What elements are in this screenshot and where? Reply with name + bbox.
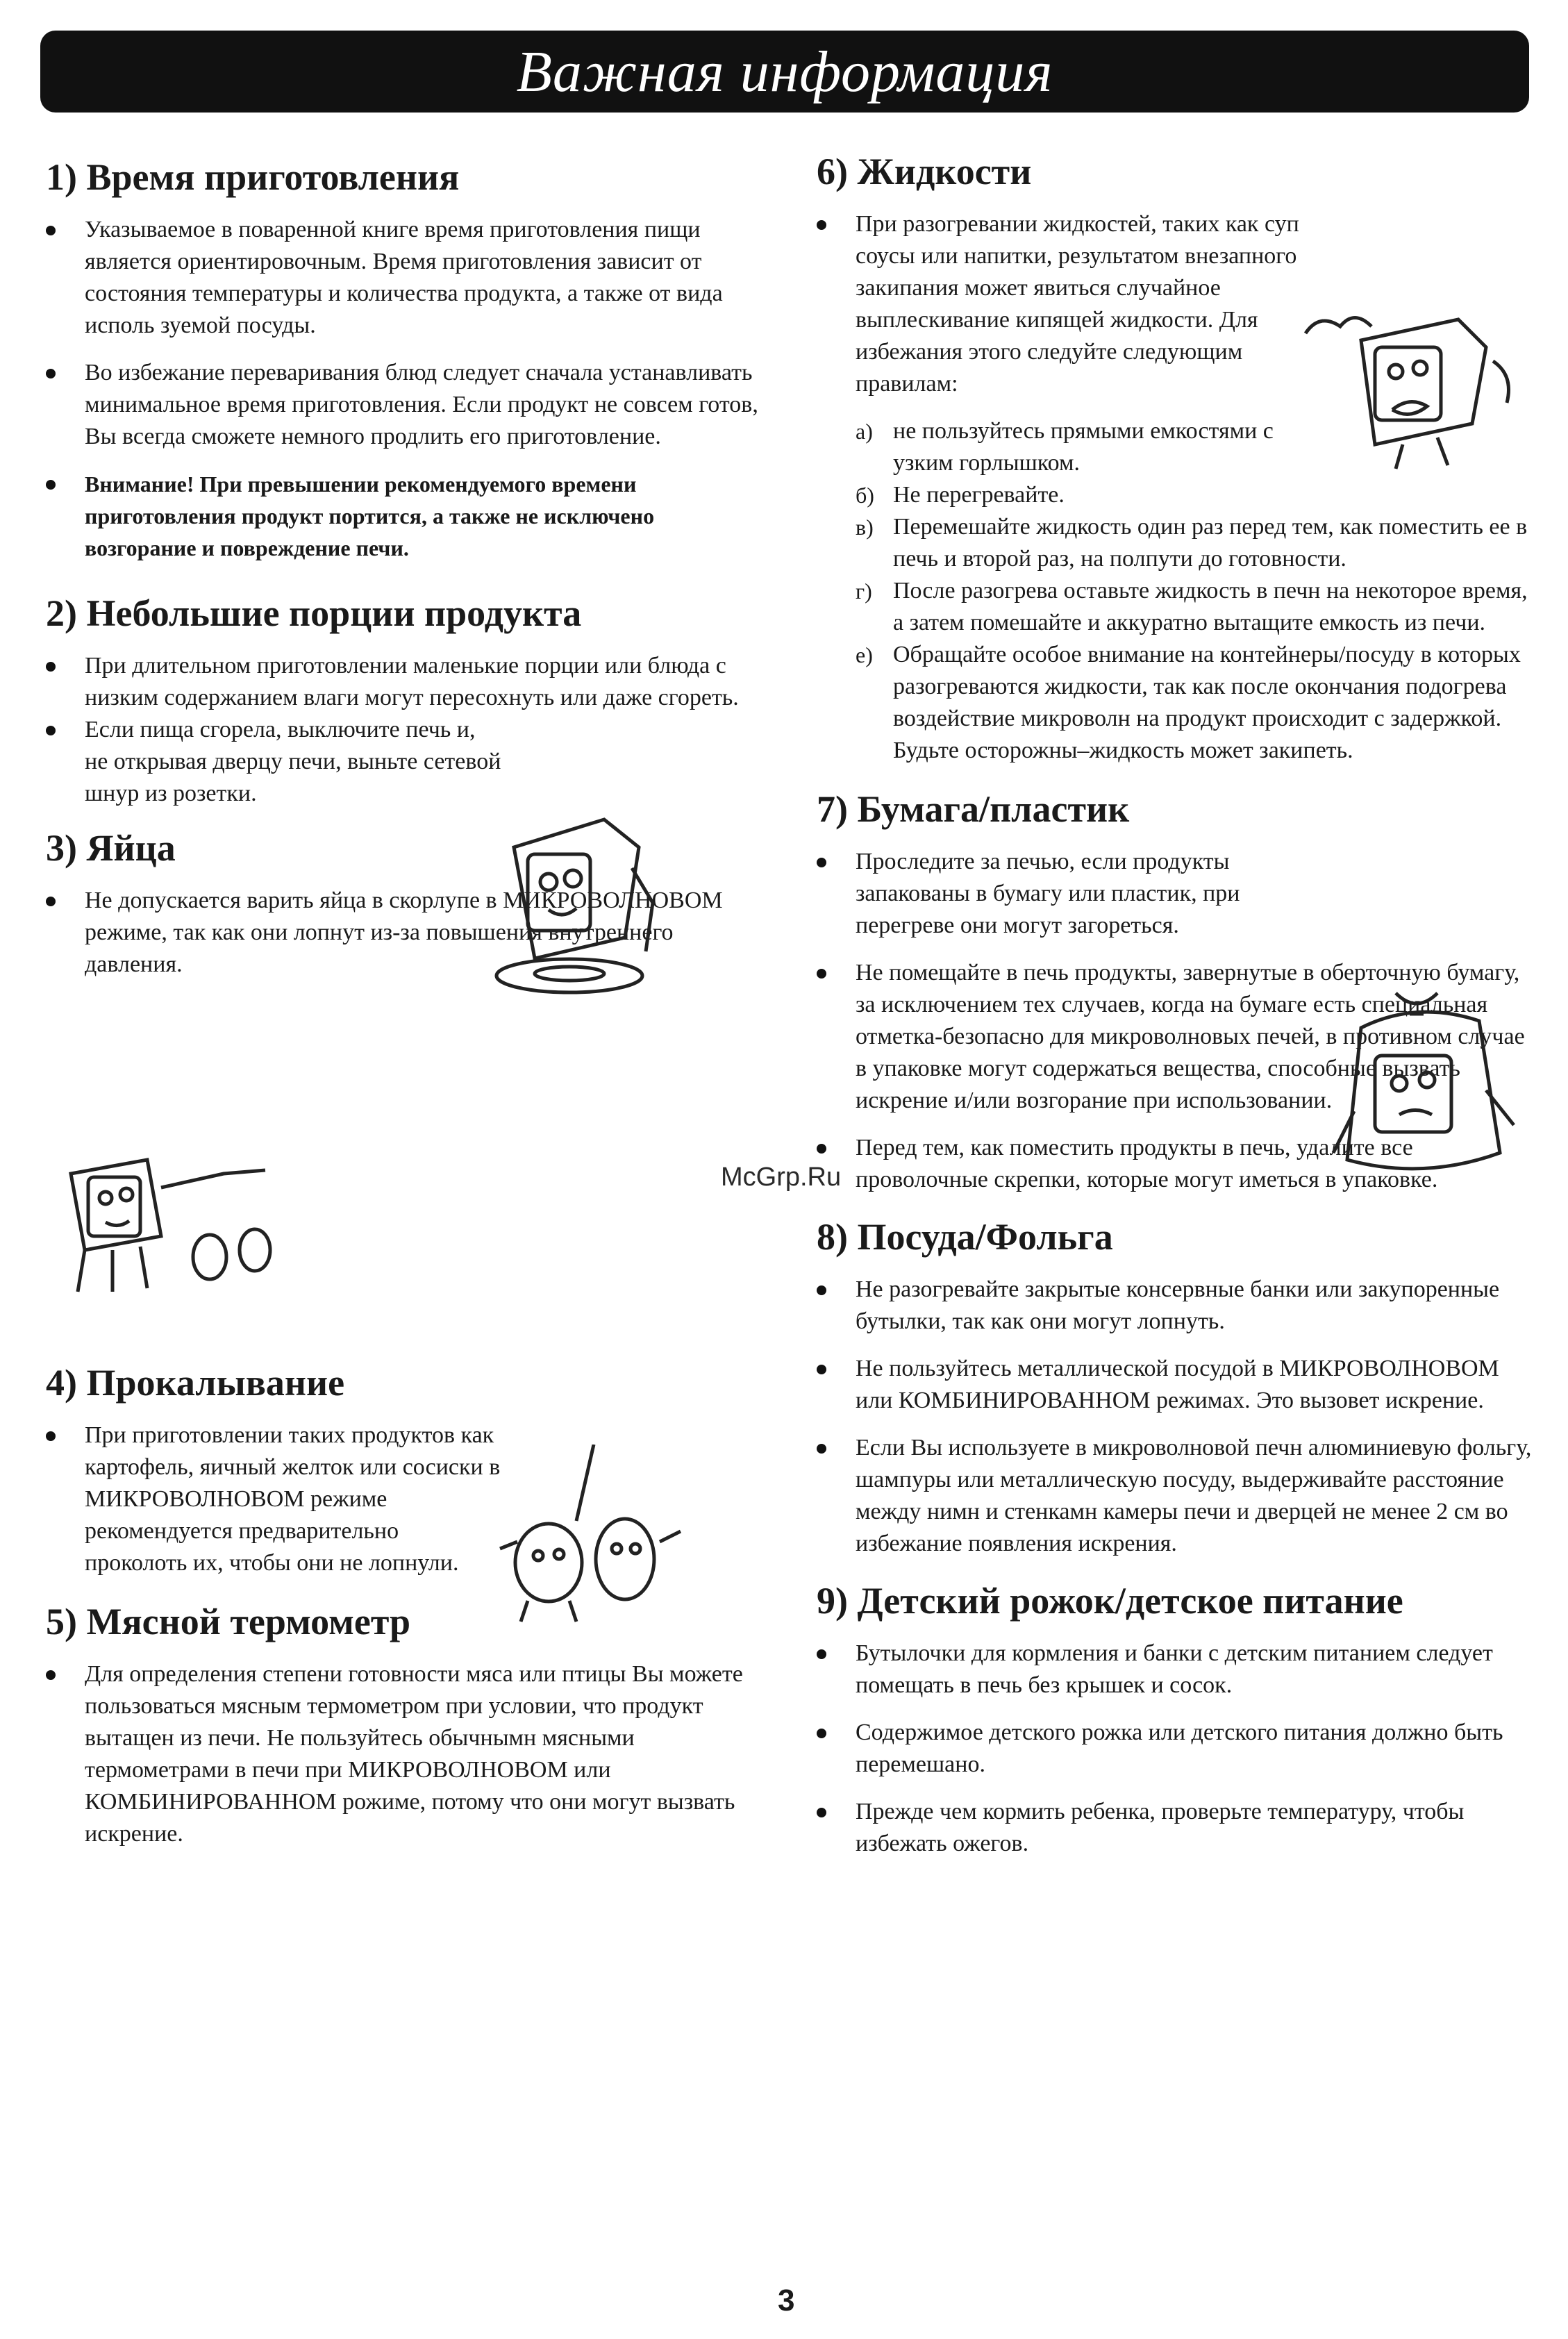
list-item: Во избежание переваривания блюд следует сначала устанавливать минимальное время приготовления. Если продукт не совсем готов, Вы всегда сможете немного продлить его приготовление. [46, 357, 768, 453]
boiling-liquid-microwave-illustration [1299, 306, 1535, 472]
list-item: Указываемое в поваренной книге время приготовления пищи является ориентировочным. Время приготовления зависит от состояния температуры и количества продукта, а также от вида исполь зуемой посуды. [46, 214, 768, 342]
sub-item: г) После разогрева оставьте жидкость в печн на некоторое время, а затем помешайте и аккуратно вытащите емкость из печи. [856, 578, 1528, 636]
section-baby-food [817, 1579, 1539, 1860]
list-item: Содержимое детского рожка или детского питания должно быть перемешано. [817, 1717, 1539, 1781]
sub-item: в) Перемешайте жидкость один раз перед тем, как поместить ее в печь и второй раз, на полпути до готовности. [856, 514, 1528, 572]
list-item: Не пользуйтесь металлической посудой в МИКРОВОЛНОВОМ или КОМБИНИРОВАННОМ режимах. Это вызовет искрение. [817, 1353, 1539, 1417]
wrapped-microwave-illustration [1319, 986, 1528, 1188]
list-item: Не допускается варить яйца в скорлупе в МИКРОВОЛНОВОМ режиме, так как они лопнут из-за повышения внутреннего давления. [46, 885, 768, 981]
section-title: 7) Бумага/пластик [817, 788, 1130, 831]
section-title: 6) Жидкости [817, 151, 1032, 192]
section-title: 4) Прокалывание [46, 1362, 345, 1404]
watermark: McGrp.Ru [721, 1163, 842, 1192]
list-item: При приготовлении таких продуктов как картофель, яичный желток или сосиски в МИКРОВОЛНОВОМ режиме рекомендуется предварительно проколоть их, чтобы они не лопнули. [46, 1420, 501, 1579]
section-title: 5) Мясной термометр [46, 1601, 411, 1643]
warning-item: Внимание! При превышении рекомендуемого времени приготовления продукт портится, а также не исключено возгорание и повреждение печи. [46, 468, 768, 564]
list-item: Прежде чем кормить ребенка, проверьте температуру, чтобы избежать ожегов. [817, 1796, 1539, 1860]
section-title: 1) Время приготовления [46, 156, 460, 198]
section-small-portions [46, 592, 768, 810]
sub-item: е) Обращайте особое внимание на контейнеры/посуду в которых разогреваются жидкости, так как после окончания подогрева воздействие микроволн на продукт происходит с задержкой. Будьте осторожны–жидкость может закипеть. [856, 642, 1521, 764]
section-title: 9) Детский рожок/детское питание [817, 1580, 1403, 1622]
page-number: 3 [778, 2283, 795, 2317]
list-item: При разогревании жидкостей, таких как суп соусы или напитки, результатом внезапного закипания может явиться случайное выплескивание кипящей жидкости. Для избежания этого следуйте следующим правилам: [817, 208, 1314, 400]
list-item: При длительном приготовлении маленькие порции или блюда с низким содержанием влаги могут пересохнуть или даже сгореть. [46, 650, 768, 714]
left-column-lower [46, 1361, 768, 1865]
section-piercing [46, 1361, 768, 1579]
list-item: Если Вы используете в микроволновой печн алюминиевую фольгу, шампуры или металлическую посуду, выдерживайте расстояние между нимн и стенкамн камеры печи и дверцей не менее 2 см во избежание появления искрения. [817, 1432, 1539, 1560]
section-cooking-time [46, 156, 768, 564]
section-dishes-foil [817, 1215, 1539, 1560]
list-item: Не помещайте в печь продукты, завернутые в оберточную бумагу, за исключением тех случаев, когда на бумаге есть специальная отметка-безопасно для микроволновых печей, в противном случае в упаковке могут содержаться вещества, способные вызвать искрение и/или возгорание при использовании. [817, 957, 1539, 1117]
section-title: 3) Яйца [46, 827, 176, 869]
sub-item: а) не пользуйтесь прямыми емкостями с узким горлышком. [856, 418, 1274, 476]
section-title: 2) Небольшие порции продукта [46, 592, 582, 635]
list-item: Бутылочки для кормления и банки с детским питанием следует помещать в печь без крышек и сосок. [817, 1638, 1539, 1701]
list-item: Не разогревайте закрытые консервные банки или закупоренные бутылки, так как они могут лопнуть. [817, 1274, 1539, 1338]
list-item: Для определения степени готовности мяса или птицы Вы можете пользоваться мясным термометром при условии, что продукт вытащен из печи. Не пользуйтесь обычнымн мясными термометрами в печи при МИКРОВОЛНОВОМ или КОМБИНИРОВАННОМ рожиме, потому что они могут вызвать искрение. [46, 1658, 768, 1850]
microwave-eggs-illustration [57, 1153, 286, 1306]
microwave-carrying-plate-illustration [486, 806, 667, 1007]
sub-item: б) Не перегревайте. [856, 482, 1065, 508]
page-title: Важная информация [516, 39, 1053, 104]
section-meat-thermometer [46, 1600, 768, 1850]
list-item: Если пища сгорела, выключите печь и, не открывая дверцу печи, выньте сетевой шнур из розетки. [46, 714, 501, 810]
section-title: 8) Посуда/Фольга [817, 1216, 1113, 1258]
list-item: Проследите за печью, если продукты запакованы в бумагу или пластик, при перегреве они могут загореться. [817, 846, 1300, 942]
header-banner [40, 31, 1529, 113]
list-item: Перед тем, как поместить продукты в печь, удалите все проволочные скрепки, которые могут иметься в упаковке. [817, 1132, 1539, 1196]
